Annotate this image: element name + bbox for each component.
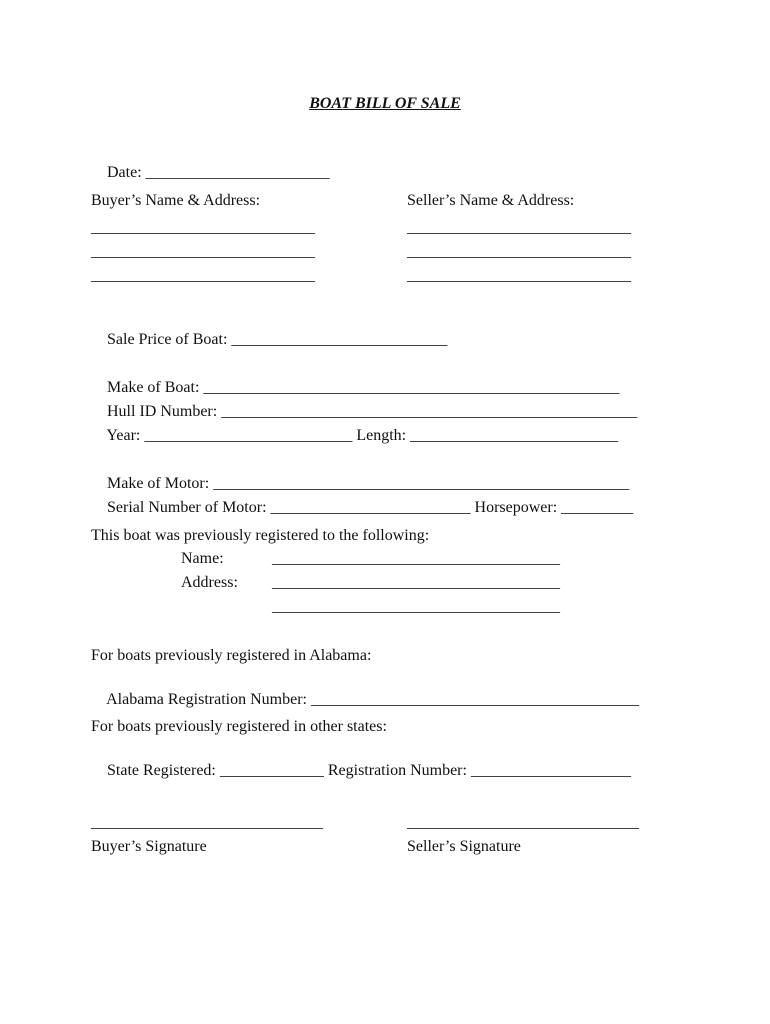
previous-registration-intro: This boat was previously registered to the following: <box>91 527 430 544</box>
state-registered-field[interactable]: _____________ <box>219 762 324 779</box>
seller-address-line-3[interactable]: ____________________________ <box>407 267 631 284</box>
previous-name-label: Name: <box>181 550 224 567</box>
seller-signature-label: Seller’s Signature <box>407 838 521 855</box>
sale-price-row <box>91 310 448 348</box>
date-label: Date: <box>107 164 142 181</box>
sale-price-field[interactable]: ___________________________ <box>231 331 448 348</box>
buyer-signature-label: Buyer’s Signature <box>91 838 207 855</box>
buyer-signature-line[interactable]: _____________________________ <box>91 814 323 831</box>
date-field[interactable]: _______________________ <box>145 164 330 181</box>
serial-horsepower-row <box>91 478 634 516</box>
make-of-boat-label: Make of Boat: <box>107 379 200 396</box>
horsepower-field[interactable]: _________ <box>561 499 634 516</box>
hull-id-label: Hull ID Number: <box>107 403 218 420</box>
seller-address-line-1[interactable]: ____________________________ <box>407 219 631 236</box>
document-title: BOAT BILL OF SALE <box>309 95 461 112</box>
previous-name-field[interactable]: ____________________________________ <box>272 550 560 567</box>
buyer-address-line-1[interactable]: ____________________________ <box>91 219 315 236</box>
other-states-intro: For boats previously registered in other states: <box>91 718 387 735</box>
alabama-registration-row <box>91 670 639 708</box>
hull-id-row <box>91 382 638 420</box>
previous-address-label: Address: <box>181 574 238 591</box>
year-label: Year: <box>106 427 141 444</box>
previous-address-line-1[interactable]: ____________________________________ <box>272 574 560 591</box>
alabama-registration-label: Alabama Registration Number: <box>106 691 307 708</box>
make-of-motor-field[interactable]: ____________________________________________________ <box>213 475 630 492</box>
seller-signature-line[interactable]: _____________________________ <box>407 814 639 831</box>
sale-price-label: Sale Price of Boat: <box>107 331 228 348</box>
make-of-boat-field[interactable]: ____________________________________________________ <box>203 379 620 396</box>
state-registered-label: State Registered: <box>107 762 216 779</box>
hull-id-field[interactable]: ____________________________________________________ <box>221 403 638 420</box>
registration-number-label: Registration Number: <box>327 762 467 779</box>
year-field[interactable]: __________________________ <box>144 427 353 444</box>
serial-motor-field[interactable]: _________________________ <box>270 499 471 516</box>
year-length-row <box>91 406 619 444</box>
horsepower-label: Horsepower: <box>474 499 558 516</box>
make-of-motor-row <box>91 454 630 492</box>
seller-address-line-2[interactable]: ____________________________ <box>407 243 631 260</box>
other-states-row <box>91 741 631 779</box>
make-of-motor-label: Make of Motor: <box>107 475 210 492</box>
registration-number-field[interactable]: ____________________ <box>470 762 631 779</box>
previous-address-line-2[interactable]: ____________________________________ <box>272 598 560 615</box>
alabama-intro: For boats previously registered in Alabama: <box>91 647 372 664</box>
seller-label: Seller’s Name & Address: <box>407 192 575 209</box>
serial-motor-label: Serial Number of Motor: <box>107 499 267 516</box>
date-row <box>91 143 330 181</box>
buyer-label: Buyer’s Name & Address: <box>91 192 261 209</box>
length-field[interactable]: __________________________ <box>410 427 619 444</box>
buyer-address-line-2[interactable]: ____________________________ <box>91 243 315 260</box>
make-of-boat-row <box>91 358 620 396</box>
alabama-registration-field[interactable]: _________________________________________ <box>310 691 639 708</box>
length-label: Length: <box>356 427 407 444</box>
buyer-address-line-3[interactable]: ____________________________ <box>91 267 315 284</box>
